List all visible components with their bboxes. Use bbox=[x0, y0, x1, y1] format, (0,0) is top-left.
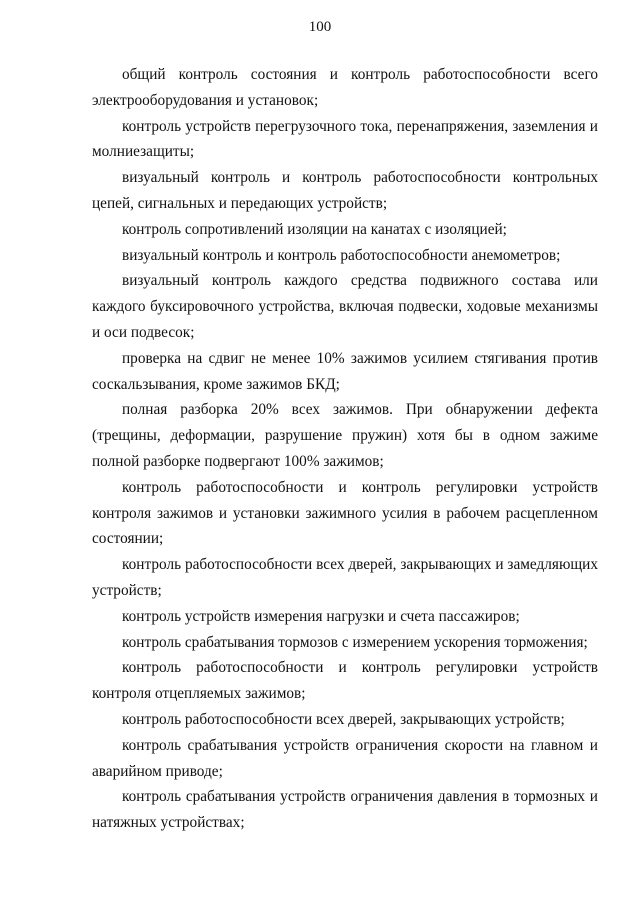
paragraph: контроль срабатывания устройств ограничения скорости на главном и аварийном приводе; bbox=[92, 736, 598, 780]
paragraph: контроль работоспособности и контроль регулировки устройств контроля зажимов и установки зажимного усилия в рабочем расцепленном состоянии; bbox=[92, 478, 598, 548]
paragraph: контроль работоспособности и контроль регулировки устройств контроля отцепляемых зажимов; bbox=[92, 659, 598, 703]
paragraph: визуальный контроль каждого средства подвижного состава или каждого буксировочного устройства, включая подвески, ходовые механизмы и оси подвесок; bbox=[92, 272, 598, 341]
paragraph: общий контроль состояния и контроль работоспособности всего электрооборудования и установок; bbox=[92, 66, 598, 109]
document-body bbox=[92, 62, 598, 836]
paragraph: контроль срабатывания устройств ограничения давления в тормозных и натяжных устройствах; bbox=[92, 788, 598, 832]
paragraph: контроль устройств перегрузочного тока, перенапряжения, заземления и молниезащиты; bbox=[92, 117, 598, 161]
page-number: 100 bbox=[308, 19, 332, 35]
paragraph: визуальный контроль и контроль работоспособности анемометров; bbox=[122, 246, 561, 264]
paragraph: контроль срабатывания тормозов с измерением ускорения торможения; bbox=[122, 633, 588, 651]
paragraph: визуальный контроль и контроль работоспособности контрольных цепей, сигнальных и передающих устройств; bbox=[92, 169, 598, 212]
paragraph: полная разборка 20% всех зажимов. При обнаружении дефекта (трещины, деформации, разрушение пружин) хотя бы в одном зажиме полной разборке подвергают 100% зажимов; bbox=[92, 401, 598, 470]
paragraph: проверка на сдвиг не менее 10% зажимов усилием стягивания против соскальзывания, кроме зажимов БКД; bbox=[92, 349, 598, 393]
paragraph: контроль работоспособности всех дверей, закрывающих устройств; bbox=[122, 710, 565, 728]
paragraph: контроль устройств измерения нагрузки и счета пассажиров; bbox=[122, 607, 520, 625]
paragraph: контроль сопротивлений изоляции на канатах с изоляцией; bbox=[122, 220, 507, 238]
paragraph: контроль работоспособности всех дверей, закрывающих и замедляющих устройств; bbox=[92, 556, 598, 599]
